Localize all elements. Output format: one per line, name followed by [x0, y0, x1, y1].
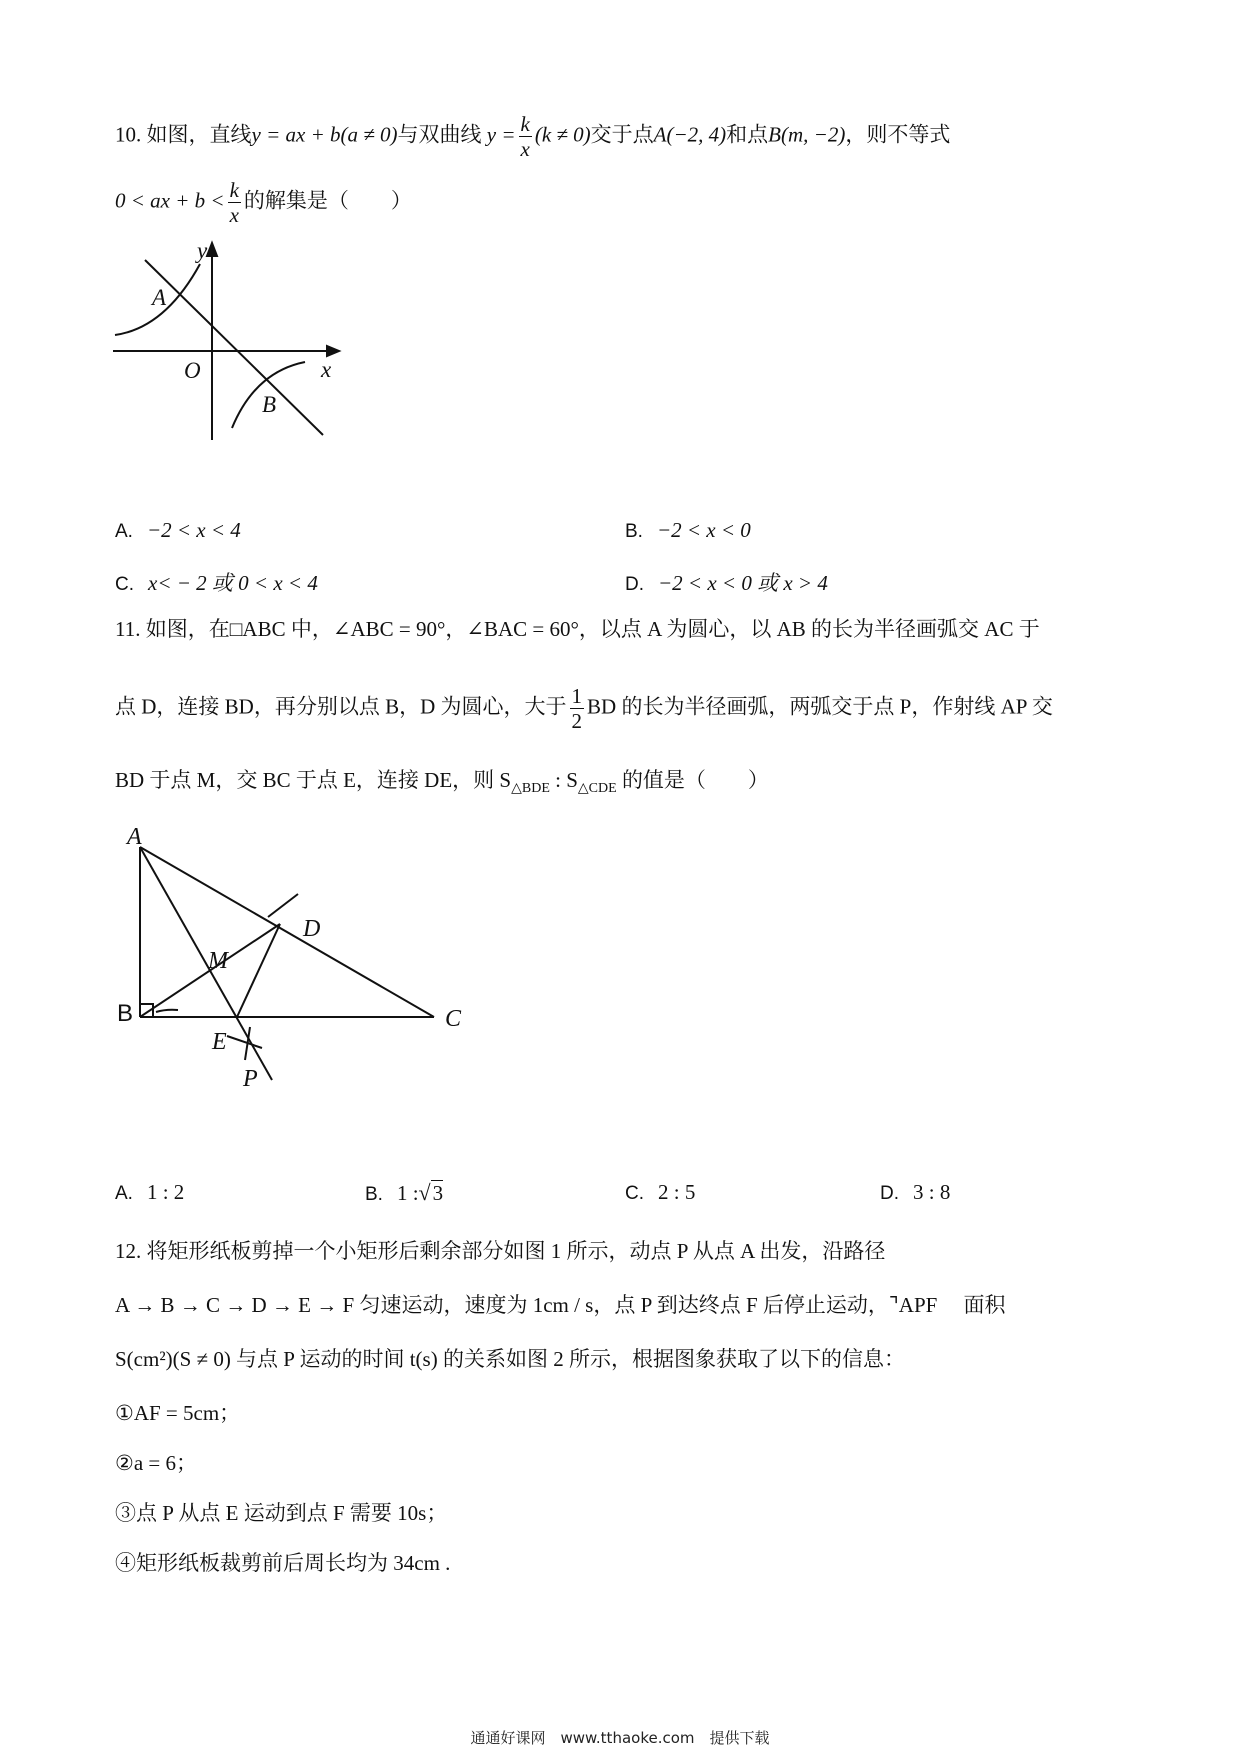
q11-figure: [110, 822, 480, 1092]
q12-line3: S(cm²)(S ≠ 0) 与点 P 运动的时间 t(s) 的关系如图 2 所示，根据图象获取了以下的信息：: [115, 1347, 905, 1371]
page-footer: 通通好课网 www.tthaoke.com 提供下载: [470, 1729, 770, 1747]
label-origin: O: [184, 358, 201, 383]
label-C: C: [445, 1006, 462, 1032]
label-E: E: [212, 1029, 227, 1055]
label-A: A: [152, 285, 167, 310]
q10-line1: 10. 如图，直线y = ax + b(a ≠ 0)与双曲线 y = $\frac{k}{x}$ (k ≠ 0)交于点A(−2, 4)和点B(m, −2)，则不等式: [115, 112, 951, 161]
q12-item-1: ①AF = 5cm；: [115, 1401, 241, 1425]
q11-option-c[interactable]: C. 2 : 5: [625, 1180, 696, 1204]
q11-option-b[interactable]: B. 1 :√3: [365, 1180, 444, 1205]
y-axis-arrow: [207, 243, 217, 256]
q12-line2: A → B → C → D → E → F 匀速运动，速度为 1cm / s，点 P 到达终点 F 后停止运动，⌝APF 面积: [115, 1293, 1006, 1317]
arc-mark-near-B: [156, 1010, 178, 1012]
label-B: B: [117, 1000, 134, 1027]
q10-option-b[interactable]: B. −2 < x < 0: [625, 518, 751, 542]
q10-number: 10.: [115, 122, 142, 147]
q12-line1: 12. 将矩形纸板剪掉一个小矩形后剩余部分如图 1 所示，动点 P 从点 A 出发，沿路径: [115, 1239, 886, 1263]
q10-figure: [105, 240, 345, 450]
label-P: P: [243, 1066, 258, 1092]
label-M: M: [208, 948, 228, 974]
q12-number: 12.: [115, 1239, 142, 1263]
q11-line3: BD 于点 M，交 BC 于点 E，连接 DE，则 $S_{\triangle BDE}$ : $S_{\triangle CDE}$ 的值是（ ）: [115, 768, 769, 797]
k-over-x-fraction: $\frac{k}{x}$: [520, 112, 530, 161]
q12-item-3: ③点 P 从点 E 运动到点 F 需要 10s；: [115, 1501, 448, 1525]
q10-option-d[interactable]: D. −2 < x < 0 或 x > 4: [625, 571, 828, 595]
one-half-fraction: $\frac{1}{2}$: [571, 684, 583, 733]
arc-mark-at-D: [268, 894, 298, 917]
q11-option-a[interactable]: A. 1 : 2: [115, 1180, 185, 1204]
q10-option-a[interactable]: A. −2 < x < 4: [115, 518, 241, 542]
straight-line: [145, 260, 323, 435]
q11-number: 11.: [115, 617, 141, 641]
label-y: y: [197, 240, 208, 263]
q11-line2: 点 D，连接 BD，再分别以点 B，D 为圆心，大于 $\frac{1}{2}$ BD 的长为半径画弧，两弧交于点 P，作射线 AP 交: [115, 684, 1053, 733]
label-D: D: [303, 916, 321, 942]
k-over-x-fraction: $\frac{k}{x}$: [229, 178, 239, 227]
q12-item-4: ④矩形纸板裁剪前后周长均为 34cm .: [115, 1551, 451, 1575]
arc-mark-P-1: [227, 1036, 262, 1048]
label-x: x: [321, 357, 332, 382]
q11-line1: 11. 如图，在□ABC 中，∠ABC = 90°，∠BAC = 60°，以点 A 为圆心，以 AB 的长为半径画弧交 AC 于: [115, 617, 1040, 641]
label-B: B: [262, 392, 277, 417]
label-A: A: [127, 824, 142, 850]
q10-line2: 0 < ax + b < $\frac{k}{x}$ 的解集是（ ）: [115, 178, 412, 227]
segment-AC: [140, 847, 434, 1017]
x-axis-arrow: [327, 346, 339, 356]
q12-item-2: ②a = 6；: [115, 1451, 197, 1475]
q11-option-d[interactable]: D. 3 : 8: [880, 1180, 951, 1204]
q10-option-c[interactable]: C. x< − 2 或 0 < x < 4: [115, 571, 318, 595]
